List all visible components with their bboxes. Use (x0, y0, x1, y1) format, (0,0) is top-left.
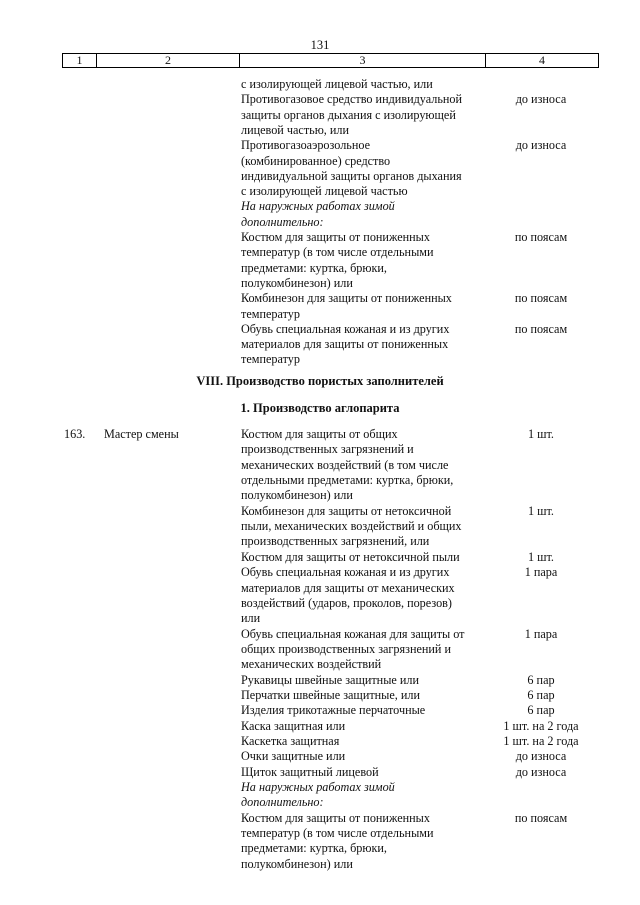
item-text-line: (комбинированное) средство (241, 153, 391, 168)
item-text-line: материалов для защиты от механических (241, 580, 455, 595)
item-quantity: до износа (515, 138, 567, 153)
item-text-line: Костюм для защиты от нетоксичной пыли (241, 549, 460, 564)
item-text-line: дополнительно: (241, 214, 324, 229)
item-quantity: 1 шт. (528, 549, 554, 564)
item-text-line: пыли, механических воздействий и общих (241, 519, 462, 534)
item-text-line: Перчатки швейные защитные, или (241, 687, 421, 702)
item-quantity: 6 пар (527, 687, 555, 702)
item-text-line: температур (241, 306, 300, 321)
item-quantity: до износа (515, 764, 567, 779)
item-text-line: отдельными предметами: куртка, брюки, (241, 473, 454, 488)
item-text-line: защиты органов дыхания с изолирующей (241, 107, 456, 122)
item-text-line: Костюм для защиты от пониженных (241, 230, 430, 244)
item-quantity: 6 пар (527, 703, 555, 718)
item-text-line: Каска защитная или (241, 718, 346, 733)
page-number: 131 (310, 38, 330, 52)
item-text-line: Очки защитные или (241, 749, 346, 764)
item-text-line: механических воздействий (в том числе (241, 457, 449, 472)
item-text-line: Обувь специальная кожаная для защиты от (241, 626, 465, 641)
item-text-line: температур (в том числе отдельными (241, 826, 434, 841)
item-text-line: воздействий (ударов, проколов, порезов) (241, 595, 452, 610)
column-header-1: 1 (63, 54, 97, 67)
item-quantity: по поясам (514, 291, 568, 306)
item-text-line: Костюм для защиты от общих (241, 427, 398, 441)
item-text-line: предметами: куртка, брюки, (241, 841, 387, 856)
item-text-line: Щиток защитный лицевой (241, 764, 379, 779)
item-text-line: предметами: куртка, брюки, (241, 260, 387, 275)
item-text-line: Костюм для защиты от пониженных (241, 810, 430, 825)
item-text-line: индивидуальной защиты органов дыхания (241, 168, 462, 183)
item-quantity: 1 шт. (528, 503, 554, 518)
item-quantity: 1 шт. на 2 года (503, 718, 579, 733)
section-title: VIII. Производство пористых заполнителей (196, 374, 444, 388)
item-quantity: по поясам (514, 810, 568, 825)
item-quantity: 1 пара (524, 565, 558, 580)
item-text-line: Комбинезон для защиты от нетоксичной (241, 503, 452, 518)
item-quantity: до износа (515, 749, 567, 764)
item-text-line: механических воздействий (241, 657, 382, 672)
item-text-line: дополнительно: (241, 795, 324, 810)
item-text-line: полукомбинезон) или (241, 275, 353, 290)
item-quantity: 1 шт. (528, 427, 554, 441)
item-text-line: лицевой частью, или (241, 122, 350, 137)
item-text-line: Обувь специальная кожаная и из других (241, 321, 450, 336)
item-quantity: по поясам (514, 230, 568, 244)
item-quantity: 1 шт. на 2 года (503, 734, 579, 748)
item-text-line: с изолирующей лицевой частью (241, 184, 408, 199)
item-text-line: полукомбинезон) или (241, 856, 353, 871)
column-header-3: 3 (240, 54, 486, 67)
item-quantity: 6 пар (527, 672, 555, 687)
item-text-line: Каскетка защитная (241, 734, 340, 748)
item-text-line: общих производственных загрязнений и (241, 641, 452, 656)
item-quantity: до износа (515, 92, 567, 107)
entry-position: Мастер смены (104, 427, 179, 441)
item-text-line: или (241, 611, 261, 626)
item-text-line: Противогазоаэрозольное (241, 138, 371, 153)
item-text-line: На наружных работах зимой (241, 199, 395, 214)
item-text-line: полукомбинезон) или (241, 488, 353, 503)
item-text-line: Противогазовое средство индивидуальной (241, 92, 463, 107)
column-header-row (62, 53, 599, 68)
item-text-line: Комбинезон для защиты от пониженных (241, 291, 452, 306)
item-text-line: с изолирующей лицевой частью, или (241, 77, 433, 91)
item-text-line: температур (в том числе отдельными (241, 245, 434, 260)
item-text-line: температур (241, 352, 300, 367)
item-text-line: Рукавицы швейные защитные или (241, 672, 419, 687)
item-quantity: по поясам (514, 321, 568, 336)
item-text-line: На наружных работах зимой (241, 780, 395, 795)
entry-number: 163. (64, 427, 86, 441)
subsection-title: 1. Производство аглопарита (240, 401, 400, 415)
item-text-line: Изделия трикотажные перчаточные (241, 703, 426, 718)
column-header-2: 2 (97, 54, 240, 67)
item-quantity: 1 пара (524, 626, 558, 641)
item-text-line: Обувь специальная кожаная и из других (241, 565, 450, 580)
item-text-line: производственных загрязнений, или (241, 534, 430, 549)
item-text-line: производственных загрязнений и (241, 442, 414, 457)
item-text-line: материалов для защиты от пониженных (241, 337, 449, 352)
column-header-4: 4 (539, 53, 545, 67)
